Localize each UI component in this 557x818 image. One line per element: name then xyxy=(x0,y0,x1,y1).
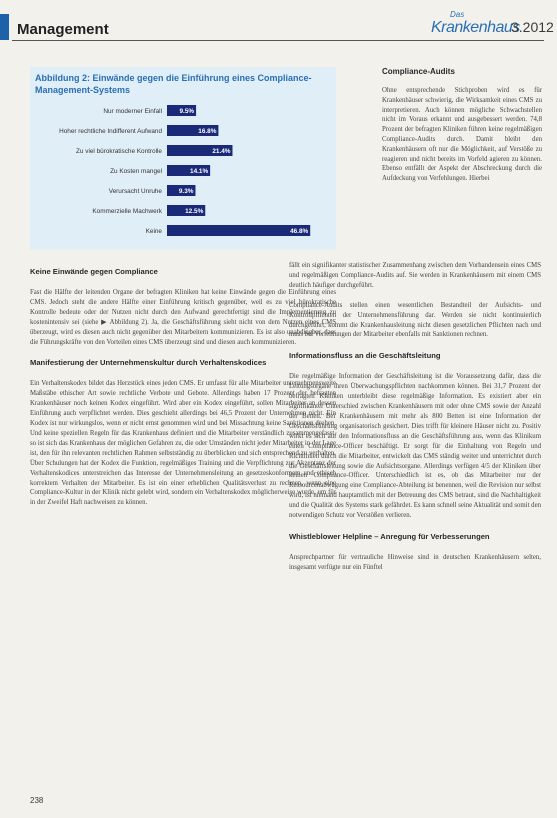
logo-main-text: Krankenhaus xyxy=(431,19,520,36)
value-label: 46.8% xyxy=(290,228,309,235)
section-title: Management xyxy=(17,21,109,38)
category-label: Keine xyxy=(145,228,162,235)
paragraph-audits-duties: Compliance-Audits stellen einen wesentlichen Bestandteil der Aufsichts- und Kontrollpflichten der Unternehmensführung dar. Werden sie nicht kontinuierlich durchgeführt, kommt die Krankenhausleitung nicht diesen gesetzlichen Pflichten nach und muss bei Verfehlungen der Mitarbeiter ebenfalls mit Sanktionen rechnen. xyxy=(289,301,541,339)
compliance-audits-paragraph: Ohne entsprechende Stichproben wird es für Krankenhäuser schwierig, die Wirksamkeit eines CMS zu interpretieren. Auch können mögliche Schwachstellen nicht im Voraus erkannt und ausgebessert werden. 74,8 Prozent der befragten Kliniken führen keine regelmäßigen Compliance-Audits durch. Damit bleibt den Krankenhäusern oft nur die Möglichkeit, auf Verstöße zu reagieren und nicht bereits im Vorfeld agieren zu können. Ebenso entfällt der Aspekt der Abschreckung durch die Aufdeckung von Verfehlungen. Hierbei xyxy=(382,87,542,183)
heading-no-objections: Keine Einwände gegen Compliance xyxy=(30,267,158,276)
journal-logo xyxy=(431,10,520,38)
value-label: 9.5% xyxy=(179,108,195,115)
heading-code-of-conduct: Manifestierung der Unternehmenskultur durch Verhaltenskodices xyxy=(30,358,267,368)
category-label: Zu Kosten mangel xyxy=(110,168,162,175)
heading-information-flow: Informationsfluss an die Geschäftsleitung xyxy=(289,351,441,361)
paragraph-no-objections: Fast die Hälfte der leitenden Organe der befragten Kliniken hat keine Einwände gegen die Einführung eines CMS. Jedoch steht die andere Hälfte einer Einführung kritisch gegenüber, weil es zu viel bürokratische Kontrolle bedeute oder der Nutzen nicht durch den Aufwand gerechtfertigt sind die Implementierung zu kostenintensiv sei (siehe ▶ Abbildung 2). Ja, die Geschäftsführung sieht nicht von dem Nutzen eines CMS überzeugt, wird es diesen auch nicht gegenüber den Mitarbeitern kommunizieren. Es ist also unabdingbar, dass die Führungskräfte von den Vorteilen eines CMS überzeugt sind und diesen auch kommunizieren. xyxy=(30,289,336,346)
value-label: 12.5% xyxy=(185,208,204,215)
page-number: 238 xyxy=(30,796,44,805)
paragraph-audits-continued: fällt ein signifikanter statistischer Zusammenhang zwischen dem Vorhandensein eines CMS und regelmäßigen Compliance-Audits auf. Sie werden in Krankenhäusern mit einem CMS deutlich häufiger durchgeführt. xyxy=(289,262,541,289)
value-label: 14.1% xyxy=(190,168,209,175)
compliance-audits-heading: Compliance-Audits xyxy=(382,67,455,76)
logo-small-text: Das xyxy=(450,10,465,19)
bar xyxy=(167,225,310,236)
category-label: Nur moderner Einfall xyxy=(103,108,162,115)
bar-chart xyxy=(30,97,336,247)
paragraph-code-of-conduct: Ein Verhaltenskodex bildet das Herzstück eines jeden CMS. Er umfasst für alle Mitarbeiter unternehmensweite Maßstäbe ethischer Art sowie rechtliche Verbote und Gebote. Allerdings haben 17 Prozent der befragten Krankenhäuser noch keinen Kodex eingeführt. Wird aber ein Kodex eingeführt, sollen Mitarbeiter an dessen Einführung auch verpflichtet werden. Dies geschieht allerdings bei 46,5 Prozent der Unternehmen nicht. Ein Kodex ist nur wirkungslos, wenn er nicht ernst genommen wird und bei Missachtung keine Sanktionen drohen. Und keine speziellen Regeln für das Krankenhaus definiert und die Mitarbeiter verständlich zusammengefasst, so ist sich das Krankenhaus der möglichen Gefahren zu, die oder Umständen nicht jeder Mitarbeiter in der Lage ist, den für ihn relevanten rechtlichen Rahmen selbstständig zu überblicken und sich entsprechend zu verhalten. Über Schulungen hat der Kodex die Funktion, regelmäßiges Training und die Verpflichtung zur Akzeptanz der Verhaltenskodices unterstreichen das Interesse der Unternehmensleitung an gesetzeskonformem und ethisch korrektem Verhalten der Mitarbeiter. Es ist ein einer erheblichen Qualitätsverlust zu rechnen, wenn eine Compliance-Kultur in der Klinik nicht gelebt wird, sondern ein Verhaltenskodex möglicherweise wurde, um für in der Zweifel Haft nachweisen zu können. xyxy=(30,380,336,507)
value-label: 9.3% xyxy=(178,188,194,195)
category-label: Verursacht Unruhe xyxy=(108,188,162,195)
header-rule xyxy=(12,40,544,41)
figure-title: Abbildung 2: Einwände gegen die Einführung eines Compliance-Management-Systems xyxy=(35,73,312,95)
category-label: Hoher rechtliche Indifferent Aufwand xyxy=(59,128,162,135)
section-accent-bar xyxy=(0,14,9,40)
category-label: Zu viel bürokratische Kontrolle xyxy=(76,148,162,155)
right-text-column xyxy=(289,261,541,583)
paragraph-information-flow: Die regelmäßige Information der Geschäftsleitung ist die Voraussetzung dafür, dass die Leitungsorgane ihren Überwachungspflichten nachkommen können. Bei 31,7 Prozent der befragten Kliniken unterbleibt diese regelmäßige Information. Es existiert aber ein signifikanter Unterschied zwischen Krankenhäusern mit oder ohne CMS sowie der Anzahl der Betten. Bei Krankenhäusern mit mehr als 800 Betten ist eine Information der Geschäftsführung organisatorisch gesichert. Dies trifft für kleinere Häuser nicht zu. Positiv wirkt es sich auf den Informationsfluss an die Geschäftsführung aus, wenn das Klinikum einen Compliance-Officer beschäftigt. Er sorgt für die Einhaltung von Regeln und Richtlinien durch die Mitarbeiter, entwickelt das CMS ständig weiter und unterrichtet durch die Geschäftsleitung sowie die Aufsichtsorgane. Allerdings verfügen 4/5 der Kliniken über keinen Compliance-Officer. Unterschiedlich ist es, ob das Mitarbeiter nur der Ressourcenabwägung eine Compliance-Abteilung ist benennen, weil die Revision nur selbst wird, ist niemand hauptamtlich mit der Betreuung des CMS betraut, sind die Nachhaltigkeit und die Qualität des Systems stark gefährdet. Es kann schnell seine Aktualität und somit den notwendigen Schutz vor Verstößen verlieren. xyxy=(289,373,541,520)
issue-number: 3.2012 xyxy=(511,19,554,35)
figure-box xyxy=(30,67,336,250)
value-label: 21.4% xyxy=(212,148,231,155)
category-label: Kommerzielle Machwerk xyxy=(92,208,162,215)
heading-whistleblower: Whistleblower Helpline – Anregung für Verbesserungen xyxy=(289,531,490,541)
value-label: 16.8% xyxy=(198,128,217,135)
paragraph-whistleblower: Ansprechpartner für vertrauliche Hinweise sind in deutschen Krankenhäusern selten, insgesamt verfügte nur ein Fünftel xyxy=(289,553,541,571)
